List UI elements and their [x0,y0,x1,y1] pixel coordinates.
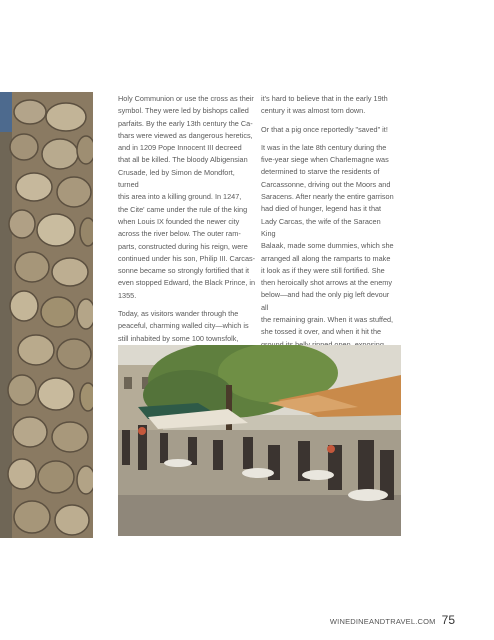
article-paragraph: Holy Communion or use the cross as their symbol. They were led by bishops called parfaits. By the early 13th century the Ca- thars were viewed as dangerous heretics, and in 1209 Pope Innocent III decreed that all be killed. The bloody Albigensian Crusade, led by Simon de Mondfort, turned this area into a killing ground. In 1247, the Cite' came under the rule of the king when Louis IX founded the newer city across the river below. The outer ram- parts, constructed during his reign, were continued under his son, Philip III. Carcas- sonne became so strongly fortified that it even stopped Edward, the Black Prince, in 1355. [118,94,256,300]
page-number: 75 [441,613,455,627]
stone-wall-photo [0,92,93,538]
article-paragraph: It was in the late 8th century during the five-year siege when Charlemagne was determined to starve the residents of Carcassonne, driving out the Moors and Saracens. After nearly the entire garrison had died of hunger, legend has it that Lady Carcas, the wife of the Saracen King Balaak, made some dummies, which she arranged all along the ramparts to make it look as if they were still fortified. She then heroically shot arrows at the enemy below—and had the only pig left devour all the remaining grain. When it was stuffed, she tossed it over, and when it hit the [261,142,394,337]
article-column-left [118,93,256,388]
article-paragraph: Today, as visitors wander through the peaceful, charming walled city—which is still inhabited by some 100 townsfolk, [118,309,249,343]
article-paragraph: it's hard to believe that in the early 19th century it was almost torn down. [261,94,388,116]
article-paragraph: Or that a pig once reportedly "saved" it! [261,124,388,134]
page-footer [330,613,455,627]
website-url: WINEDINEANDTRAVEL.COM [329,617,436,626]
cafe-square-photo [118,345,401,536]
